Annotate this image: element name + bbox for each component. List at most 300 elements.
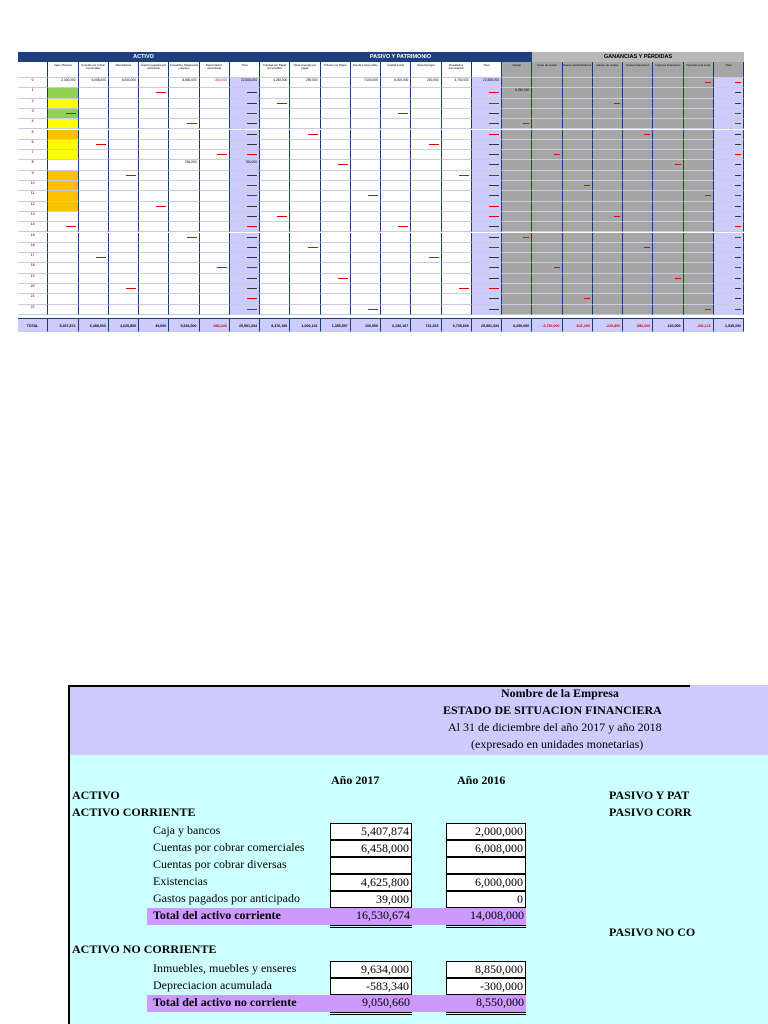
band-pasivo: PASIVO Y PATRIMONIO [269, 52, 532, 62]
grid-cell [623, 78, 653, 88]
grid-cell: 4,700,000 [442, 78, 472, 88]
row-label: 8 [18, 160, 48, 170]
grid-cell [169, 88, 199, 98]
grid-cell [442, 233, 472, 243]
value-2017-cell [330, 857, 412, 874]
grid-cell [714, 109, 744, 119]
grid-cell [653, 191, 683, 201]
grid-cell [563, 99, 593, 109]
cell-value-mark [489, 267, 499, 268]
grid-cell [442, 88, 472, 98]
grid-cell [79, 202, 109, 212]
grid-cell [623, 160, 653, 170]
grid-cell [381, 160, 411, 170]
cell-value-mark [735, 175, 741, 176]
grid-cell [442, 130, 472, 140]
grid-cell [260, 140, 290, 150]
grid-cell [79, 181, 109, 191]
grid-cell [532, 99, 562, 109]
grid-cell [200, 191, 230, 201]
grid-cell [200, 181, 230, 191]
grid-cell [714, 99, 744, 109]
grid-cell [472, 253, 502, 263]
grid-cell [230, 274, 260, 284]
column-header: Caja y Bancos [48, 62, 78, 78]
total-cell: 8,376,190 [260, 318, 290, 332]
grid-cell [472, 160, 502, 170]
grid-cell [351, 99, 381, 109]
grid-cell [502, 78, 532, 88]
row-label: 21 [18, 294, 48, 304]
row-label: 22 [18, 305, 48, 315]
grid-cell [109, 88, 139, 98]
grid-cell [230, 233, 260, 243]
grid-cell [260, 253, 290, 263]
grid-cell [230, 150, 260, 160]
row-label: 0 [18, 78, 48, 88]
row-label: 9 [18, 171, 48, 181]
grid-cell [714, 284, 744, 294]
grid-cell [563, 140, 593, 150]
value-2017-cell: 39,000 [330, 891, 412, 908]
grid-cell [714, 253, 744, 263]
grid-cell [714, 150, 744, 160]
grid-cell [260, 294, 290, 304]
grid-cell [563, 233, 593, 243]
grid-cell [593, 140, 623, 150]
grid-cell [109, 99, 139, 109]
grid-cell [260, 274, 290, 284]
double-underline [446, 1012, 526, 1015]
cell-value-mark [247, 92, 257, 93]
grid-cell [411, 243, 441, 253]
grid-cell [684, 109, 714, 119]
cell-value-mark [126, 288, 136, 289]
grid-cell [351, 294, 381, 304]
grid-cell [290, 119, 320, 129]
cell-value-mark [247, 298, 257, 299]
grid-cell [684, 78, 714, 88]
grid-cell [79, 263, 109, 273]
grid-cell [623, 263, 653, 273]
grid-cell [593, 119, 623, 129]
grid-cell [593, 99, 623, 109]
cell-value-mark [489, 123, 499, 124]
value-2017-cell: -583,340 [330, 978, 412, 995]
grid-cell [139, 305, 169, 315]
cell-value-mark [489, 164, 499, 165]
grid-cell [684, 222, 714, 232]
grid-cell [411, 191, 441, 201]
statement-units: (expresado en unidades monetarias) [471, 737, 644, 751]
year-2017-header: Año 2017 [331, 773, 380, 787]
cell-value-mark [735, 216, 741, 217]
grid-cell [321, 171, 351, 181]
grid-cell [593, 150, 623, 160]
grid-cell [593, 202, 623, 212]
grid-cell [139, 294, 169, 304]
total-cell: -225,800 [593, 318, 623, 332]
grid-cell [381, 109, 411, 119]
grid-cell [502, 150, 532, 160]
grid-cell [472, 130, 502, 140]
grid-cell [623, 294, 653, 304]
grid-cell [139, 243, 169, 253]
grid-cell [109, 160, 139, 170]
grid-cell [411, 119, 441, 129]
grid-cell [563, 119, 593, 129]
grid-cell [532, 181, 562, 191]
grid-cell [169, 263, 199, 273]
grid-cell [79, 274, 109, 284]
grid-cell [381, 99, 411, 109]
value-2016-cell: 6,000,000 [446, 874, 526, 891]
grid-cell [653, 160, 683, 170]
value-2016-cell: -300,000 [446, 978, 526, 995]
grid-cell [563, 202, 593, 212]
grid-cell [381, 263, 411, 273]
grid-cell [230, 263, 260, 273]
cell-value-mark [308, 247, 318, 248]
grid-cell [684, 253, 714, 263]
grid-cell [411, 99, 441, 109]
grid-cell [169, 150, 199, 160]
grid-cell [200, 88, 230, 98]
double-underline [446, 925, 526, 928]
grid-cell [260, 202, 290, 212]
grid-cell [230, 253, 260, 263]
grid-cell [139, 140, 169, 150]
grid-cell [532, 253, 562, 263]
total-cell: 100,000 [351, 318, 381, 332]
grid-cell [321, 243, 351, 253]
total-label: TOTAL [18, 318, 48, 332]
grid-cell [502, 191, 532, 201]
grid-cell [139, 222, 169, 232]
grid-cell [230, 284, 260, 294]
grid-cell [714, 222, 744, 232]
cell-value-mark [96, 257, 106, 258]
cell-value-mark [489, 216, 499, 217]
grid-cell [381, 140, 411, 150]
grid-cell [593, 274, 623, 284]
grid-cell [351, 243, 381, 253]
cell-value-mark [735, 257, 741, 258]
grid-cell [714, 140, 744, 150]
cell-value-mark [675, 164, 681, 165]
total-current-2017: 16,530,674 [356, 908, 410, 922]
row-label: 16 [18, 243, 48, 253]
grid-cell [442, 99, 472, 109]
grid-cell [381, 305, 411, 315]
grid-cell [109, 274, 139, 284]
grid-cell [79, 233, 109, 243]
cell-value-mark [735, 134, 741, 135]
grid-cell [381, 222, 411, 232]
grid-cell [381, 202, 411, 212]
cell-value-mark [644, 247, 650, 248]
double-underline [330, 925, 412, 928]
grid-cell [48, 171, 78, 181]
cell-value-mark [187, 237, 197, 238]
grid-cell [79, 243, 109, 253]
cell-value-mark [247, 206, 257, 207]
grid-cell [169, 119, 199, 129]
grid-cell [230, 202, 260, 212]
company-name: Nombre de la Empresa [501, 686, 619, 700]
grid-cell [593, 130, 623, 140]
grid-cell [48, 274, 78, 284]
cell-value-mark [489, 309, 499, 310]
grid-cell [532, 284, 562, 294]
grid-cell [48, 88, 78, 98]
column-header: Mercaderías [109, 62, 139, 78]
grid-cell [563, 191, 593, 201]
grid-cell [79, 99, 109, 109]
grid-cell [79, 88, 109, 98]
grid-cell [109, 305, 139, 315]
grid-cell [442, 181, 472, 191]
grid-cell: 784,000 [230, 160, 260, 170]
grid-cell [563, 263, 593, 273]
grid-cell [684, 160, 714, 170]
grid-cell [623, 109, 653, 119]
section-activo-no-corriente: ACTIVO NO CORRIENTE [72, 942, 217, 956]
grid-cell [442, 263, 472, 273]
grid-cell [48, 263, 78, 273]
grid-cell [502, 99, 532, 109]
section-pasivo-corriente: PASIVO CORR [609, 805, 692, 819]
total-cell: -583,340 [200, 318, 230, 332]
grid-cell [260, 263, 290, 273]
grid-cell [48, 212, 78, 222]
cell-value-mark [554, 154, 560, 155]
grid-cell: 6,250,000 [502, 88, 532, 98]
grid-cell [472, 140, 502, 150]
grid-cell [230, 222, 260, 232]
grid-cell [623, 99, 653, 109]
grid-cell [442, 274, 472, 284]
grid-cell [321, 99, 351, 109]
financial-statement [68, 685, 768, 1024]
total-cell: 6,458,000 [79, 318, 109, 332]
grid-cell [169, 212, 199, 222]
cell-value-mark [705, 309, 711, 310]
grid-cell [502, 181, 532, 191]
grid-cell [139, 78, 169, 88]
grid-cell [411, 284, 441, 294]
cell-value-mark [489, 226, 499, 227]
cell-value-mark [735, 288, 741, 289]
grid-cell [200, 243, 230, 253]
grid-cell [714, 191, 744, 201]
grid-cell [260, 284, 290, 294]
cell-value-mark [705, 195, 711, 196]
grid-cell [260, 212, 290, 222]
cell-value-mark [429, 144, 439, 145]
grid-cell [79, 191, 109, 201]
grid-cell [321, 150, 351, 160]
section-activo-corriente: ACTIVO CORRIENTE [72, 805, 196, 819]
grid-cell [653, 119, 683, 129]
grid-cell [381, 171, 411, 181]
grid-cell [502, 274, 532, 284]
grid-cell [714, 294, 744, 304]
grid-cell [169, 284, 199, 294]
grid-cell [351, 202, 381, 212]
grid-cell [79, 284, 109, 294]
grid-cell [48, 222, 78, 232]
grid-cell [230, 243, 260, 253]
grid-cell [351, 109, 381, 119]
grid-cell [230, 191, 260, 201]
cell-value-mark [489, 298, 499, 299]
row-label: 19 [18, 274, 48, 284]
total-cell: 25,591,334 [472, 318, 502, 332]
grid-cell [563, 171, 593, 181]
grid-cell [532, 78, 562, 88]
grid-cell [381, 88, 411, 98]
row-label: 18 [18, 263, 48, 273]
grid-cell [351, 181, 381, 191]
cell-value-mark [247, 309, 257, 310]
cell-value-mark [247, 216, 257, 217]
grid-cell [230, 88, 260, 98]
grid-cell [653, 171, 683, 181]
grid-cell [502, 253, 532, 263]
grid-cell [411, 171, 441, 181]
total-cell: -491,121 [684, 318, 714, 332]
grid-cell [442, 119, 472, 129]
cell-value-mark [247, 175, 257, 176]
grid-cell [623, 222, 653, 232]
cell-value-mark [735, 267, 741, 268]
grid-cell [200, 263, 230, 273]
row-label: 5 [18, 130, 48, 140]
grid-cell [684, 305, 714, 315]
grid-cell [290, 88, 320, 98]
grid-cell [502, 109, 532, 119]
grid-cell [351, 222, 381, 232]
value-2017-cell: 4,625,800 [330, 874, 412, 891]
grid-cell [411, 212, 441, 222]
grid-cell [684, 171, 714, 181]
grid-cell [290, 212, 320, 222]
grid-cell [593, 294, 623, 304]
grid-cell [139, 99, 169, 109]
grid-cell [532, 150, 562, 160]
grid-cell [472, 171, 502, 181]
grid-cell [411, 253, 441, 263]
grid-cell [290, 233, 320, 243]
grid-cell [411, 181, 441, 191]
cell-value-mark [277, 216, 287, 217]
grid-cell [532, 212, 562, 222]
grid-cell [532, 305, 562, 315]
grid-cell [653, 140, 683, 150]
grid-cell [48, 150, 78, 160]
grid-cell [79, 212, 109, 222]
row-label: 12 [18, 202, 48, 212]
grid-cell [169, 305, 199, 315]
grid-cell [290, 181, 320, 191]
column-header: Costo de ventas [532, 62, 562, 78]
grid-cell [230, 140, 260, 150]
cell-value-mark [735, 144, 741, 145]
statement-date: Al 31 de diciembre del año 2017 y año 2018 [448, 720, 662, 734]
grid-cell [79, 150, 109, 160]
grid-cell [139, 150, 169, 160]
grid-cell [79, 171, 109, 181]
value-2017-cell: 5,407,874 [330, 823, 412, 840]
cell-value-mark [247, 123, 257, 124]
grid-cell [351, 160, 381, 170]
grid-cell: 290,000 [290, 78, 320, 88]
grid-cell [200, 140, 230, 150]
total-cell: 5,407,874 [48, 318, 78, 332]
grid-cell [200, 305, 230, 315]
grid-cell [109, 119, 139, 129]
grid-cell [79, 222, 109, 232]
cell-value-mark [489, 103, 499, 104]
grid-cell [109, 140, 139, 150]
grid-cell [714, 212, 744, 222]
total-current-label: Total del activo corriente [153, 908, 281, 922]
grid-cell [321, 119, 351, 129]
grid-cell [48, 294, 78, 304]
total-cell: 39,000 [139, 318, 169, 332]
grid-cell [321, 181, 351, 191]
grid-cell [290, 171, 320, 181]
column-header: Total [472, 62, 502, 78]
grid-cell [48, 253, 78, 263]
grid-cell [472, 274, 502, 284]
cell-value-mark [489, 237, 499, 238]
grid-cell [351, 263, 381, 273]
grid-cell [684, 181, 714, 191]
grid-cell [290, 305, 320, 315]
cell-value-mark [523, 123, 529, 124]
grid-cell [593, 243, 623, 253]
total-cell: 6,250,000 [502, 318, 532, 332]
grid-cell [169, 191, 199, 201]
grid-cell [532, 140, 562, 150]
grid-cell [532, 243, 562, 253]
grid-cell [290, 150, 320, 160]
grid-cell [714, 305, 744, 315]
grid-cell [623, 243, 653, 253]
grid-cell [321, 294, 351, 304]
column-header: Gastos pagados por anticipado [139, 62, 169, 78]
grid-cell [442, 109, 472, 119]
grid-cell [230, 130, 260, 140]
grid-cell [290, 284, 320, 294]
grid-cell [442, 171, 472, 181]
grid-cell [200, 160, 230, 170]
grid-cell [502, 130, 532, 140]
grid-cell [381, 274, 411, 284]
grid-cell [472, 109, 502, 119]
row-label: 20 [18, 284, 48, 294]
grid-cell [321, 305, 351, 315]
grid-cell [714, 130, 744, 140]
grid-cell [714, 181, 744, 191]
grid-cell [230, 109, 260, 119]
grid-cell [684, 284, 714, 294]
grid-cell [714, 171, 744, 181]
grid-cell [321, 140, 351, 150]
grid-cell [351, 253, 381, 263]
